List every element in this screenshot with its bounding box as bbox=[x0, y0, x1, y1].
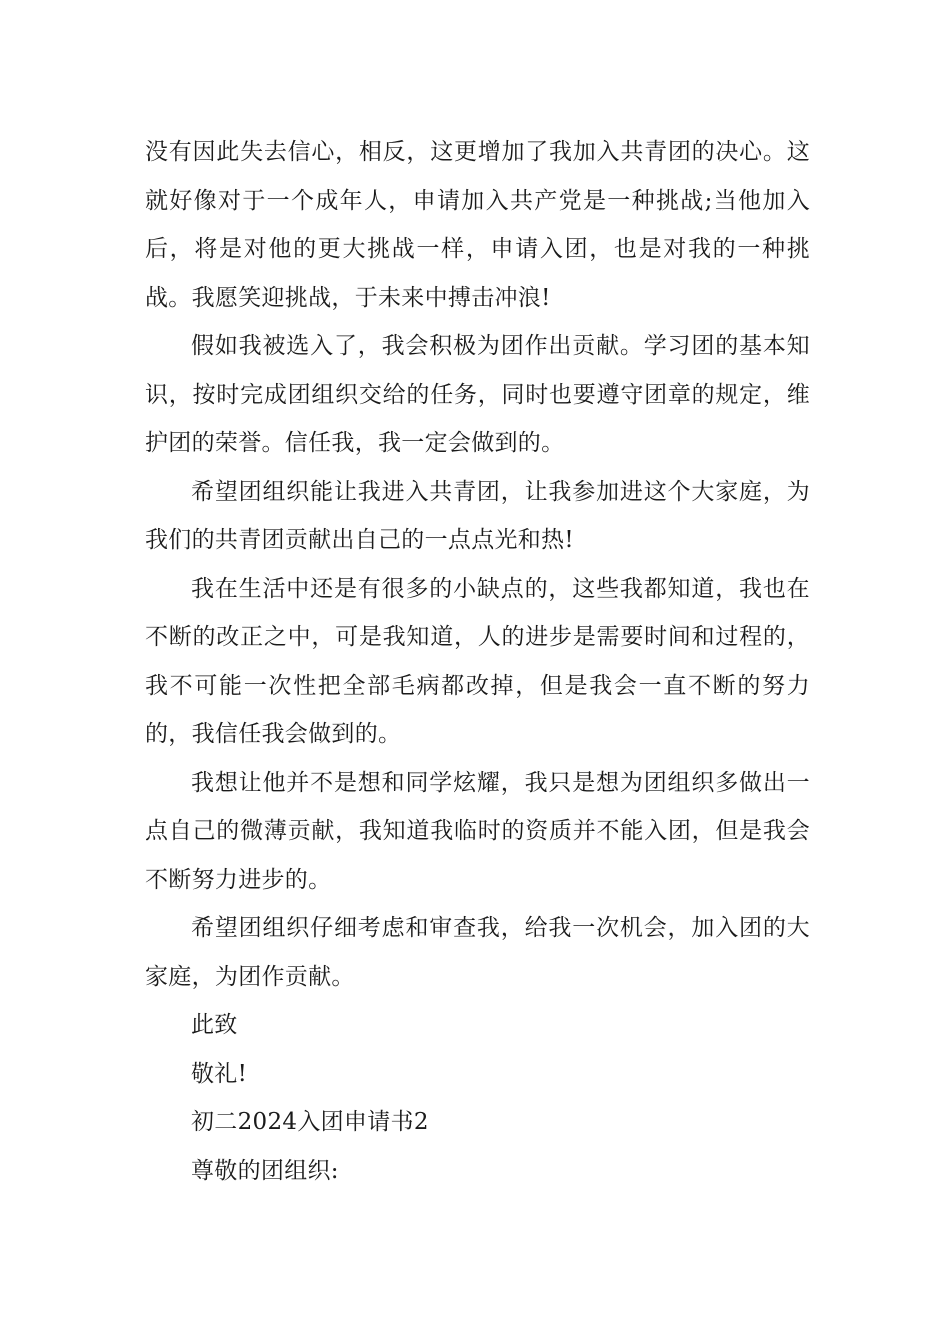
paragraph-continuation: 没有因此失去信心，相反，这更增加了我加入共青团的决心。这就好像对于一个成年人，申请加入共产党是一种挑战;当他加入后，将是对他的更大挑战一样，申请入团，也是对我的一种挑战。我愿笑迎挑战，于未来中搏击冲浪! bbox=[145, 139, 810, 311]
document-body bbox=[145, 128, 810, 1195]
closing-regards: 敬礼! bbox=[191, 1060, 248, 1087]
paragraph-motivation: 我想让他并不是想和同学炫耀，我只是想为团组织多做出一点自己的微薄贡献，我知道我临时的资质并不能入团，但是我会不断努力进步的。 bbox=[145, 769, 810, 893]
paragraph-shortcomings: 我在生活中还是有很多的小缺点的，这些我都知道，我也在不断的改正之中，可是我知道，人的进步是需要时间和过程的，我不可能一次性把全部毛病都改掉，但是我会一直不断的努力的，我信任我会做到的。 bbox=[145, 575, 810, 747]
section-title: 初二2024入团申请书2 bbox=[191, 1109, 429, 1135]
paragraph-request: 希望团组织仔细考虑和审查我，给我一次机会，加入团的大家庭，为团作贡献。 bbox=[145, 915, 810, 990]
paragraph-contribution: 假如我被选入了，我会积极为团作出贡献。学习团的基本知识，按时完成团组织交给的任务，同时也要遵守团章的规定，维护团的荣誉。信任我，我一定会做到的。 bbox=[145, 333, 810, 456]
closing-salutation: 此致 bbox=[191, 1012, 238, 1038]
greeting: 尊敬的团组织: bbox=[191, 1157, 339, 1184]
paragraph-hope-join: 希望团组织能让我进入共青团，让我参加进这个大家庭，为我们的共青团贡献出自己的一点点光和热! bbox=[145, 478, 810, 553]
